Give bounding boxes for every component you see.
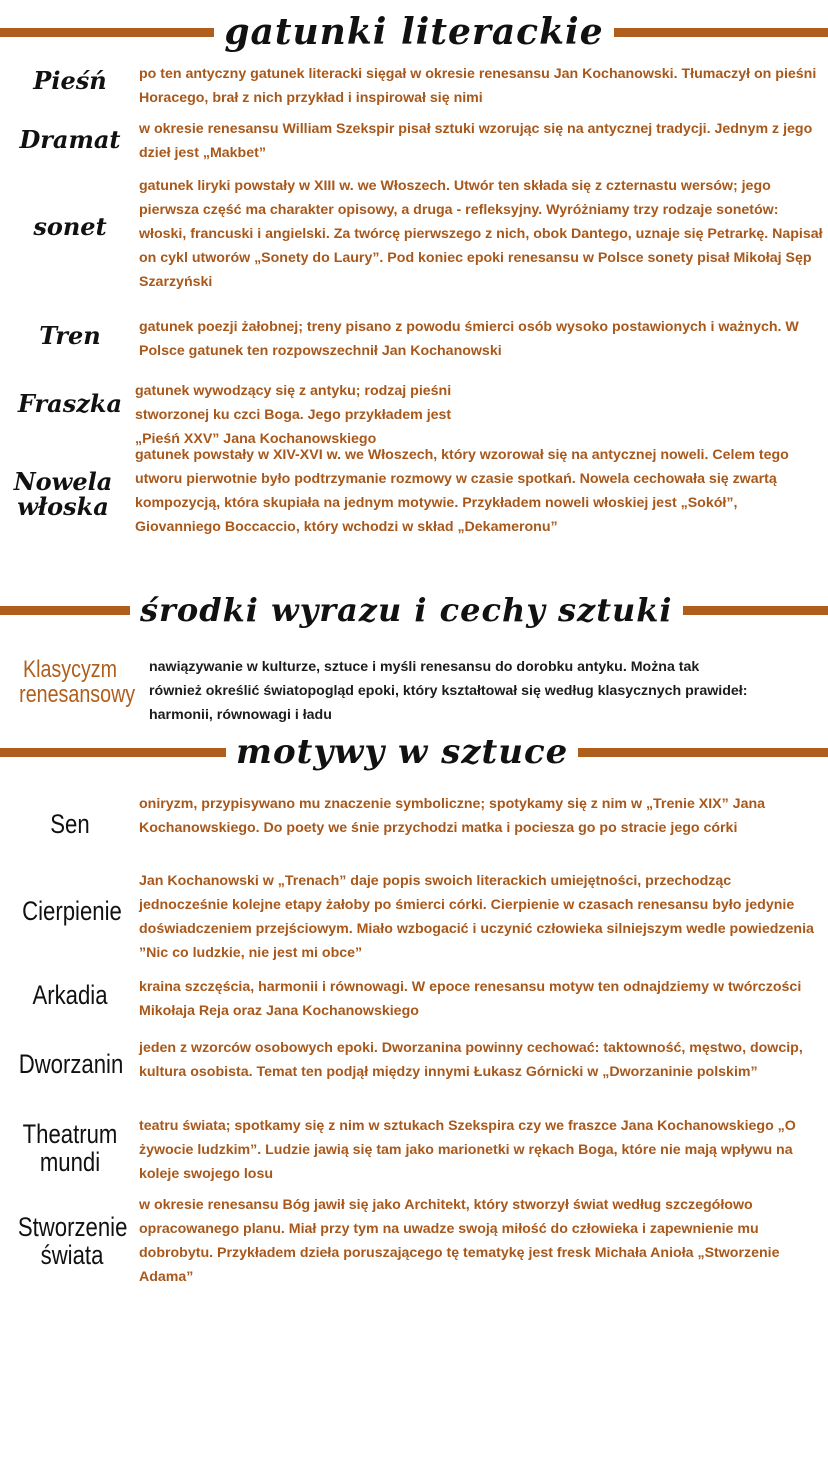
genre-description: w okresie renesansu William Szekspir pisał sztuki wzorując się na antycznej tradycji. Jednym z jego dzieł jest „Makbet” [139, 121, 813, 161]
section-title-means: środki wyrazu i cechy sztuki [140, 591, 673, 629]
header-divider-left [0, 606, 130, 615]
genre-term: Dramat [19, 125, 121, 154]
header-divider-right [614, 28, 828, 37]
genre-term: Pieśń [33, 66, 107, 95]
motif-term: Arkadia [32, 980, 108, 1010]
motif-description: teatru świata; spotkamy się z nim w sztukach Szekspira czy we fraszce Jana Kochanowskiego „O żywocie ludzkim”. Ludzie jawią się tam jako marionetki w rękach Boga, które nie mają wpływu na koleje swojego losu [139, 1118, 796, 1182]
motif-term: Stworzenie świata [17, 1212, 128, 1271]
genre-description: gatunek poezji żałobnej; treny pisano z powodu śmierci osób wysoko postawionych i ważnych. W Polsce gatunek ten rozpowszechnił Jan Kochanowski [139, 319, 799, 359]
motif-term: Cierpienie [22, 896, 122, 926]
genre-description: gatunek powstały w XIV-XVI w. we Włoszech, który wzorował się na antycznej noweli. Celem tego utworu pierwotnie było podtrzymanie rozmowy w czasie spotkań. Nowela cechowała się zwartą kompozycją, która skupiała na jednym motywie. Przykładem noweli włoskiej jest „Sokół”, Giovanniego Boccaccio, który wchodzi w skład „Dekameronu” [135, 447, 789, 535]
genre-description: gatunek liryki powstały w XIII w. we Włoszech. Utwór ten składa się z czternastu wersów; jego pierwsza część ma charakter opisowy, a druga - refleksyjny. Wyróżniamy trzy rodzaje sonetów: włoski, francuski i angielski. Za twórcę pierwszego z nich, obok Dantego, uznaje się Petrarkę. Napisał on cykl utworów „Sonety do Laury”. Pod koniec epoki renesansu w Polsce sonety pisał Mikołaj Sęp Szarzyński [139, 178, 823, 290]
genre-term: Fraszka [17, 389, 123, 418]
section-header-motifs [0, 722, 828, 782]
header-divider-left [0, 28, 214, 37]
section-header-genres [0, 2, 828, 62]
motif-term: Theatrum mundi [22, 1119, 118, 1178]
genre-term: Nowela włoska [13, 467, 113, 522]
genre-term: Tren [39, 321, 101, 350]
genre-description: gatunek wywodzący się z antyku; rodzaj pieśni stworzonej ku czci Boga. Jego przykładem jest „Pieśń XXV” Jana Kochanowskiego [135, 383, 452, 447]
motif-term: Sen [50, 809, 90, 839]
motif-term: Dworzanin [18, 1049, 124, 1079]
motif-description: jeden z wzorców osobowych epoki. Dworzanina powinny cechować: taktowność, męstwo, dowcip, kultura osobista. Temat ten podjął między innymi Łukasz Górnicki w „Dworzaninie polskim” [139, 1040, 803, 1080]
motif-description: w okresie renesansu Bóg jawił się jako Architekt, który stworzył świat według szczegółowo opracowanego planu. Miał przy tym na uwadze swoją miłość do człowieka i zapewnienie mu dobrobytu. Przykładem dzieła poruszającego tę tematykę jest fresk Michała Anioła „Stworzenie Adama” [139, 1197, 780, 1285]
genre-description: po ten antyczny gatunek literacki sięgał w okresie renesansu Jan Kochanowski. Tłumaczył on pieśni Horacego, brał z nich przykład i inspirował się nimi [139, 66, 817, 106]
means-description: nawiązywanie w kulturze, sztuce i myśli renesansu do dorobku antyku. Można tak również określić światopogląd epoki, który kształtował się według klasycznych prawideł: harmonii, równowagi i ładu [149, 659, 748, 723]
header-divider-right [578, 748, 828, 757]
section-header-means [0, 580, 828, 640]
section-title-motifs: motywy w sztuce [236, 732, 569, 772]
genre-term: sonet [33, 212, 107, 241]
motif-description: kraina szczęścia, harmonii i równowagi. W epoce renesansu motyw ten odnajdziemy w twórczości Mikołaja Reja oraz Jana Kochanowskiego [139, 979, 802, 1019]
means-term: Klasycyzm renesansowy [19, 656, 136, 709]
section-title-genres: gatunki literackie [224, 11, 604, 53]
header-divider-right [683, 606, 828, 615]
motif-description: oniryzm, przypisywano mu znaczenie symboliczne; spotykamy się z nim w „Trenie XIX” Jana Kochanowskiego. Do poety we śnie przychodzi matka i pociesza go po stracie jego córki [139, 796, 766, 836]
header-divider-left [0, 748, 226, 757]
motif-description: Jan Kochanowski w „Trenach” daje popis swoich literackich umiejętności, przechodząc jednocześnie kolejne etapy żałoby po śmierci córki. Cierpienie w czasach renesansu było jedynie doświadczeniem przejściowym. Miało wzbogacić i uczynić człowieka silniejszym wedle powiedzenia ”Nic co ludzkie, nie jest mi obce” [139, 873, 814, 961]
